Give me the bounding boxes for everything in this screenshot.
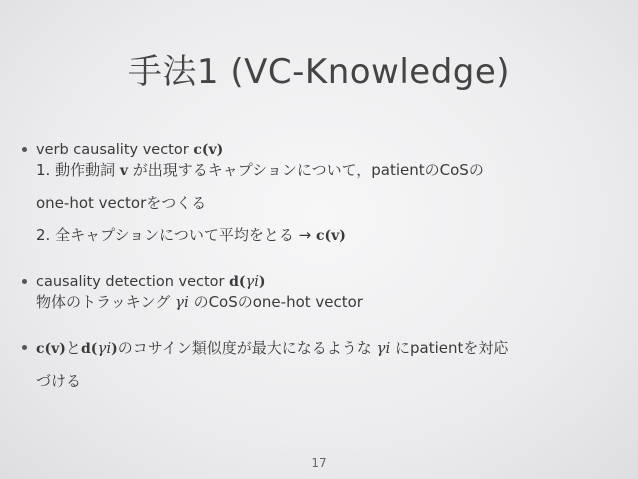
math-c-v: c(v) (36, 341, 66, 357)
bullet-list (22, 140, 622, 391)
matching-line (36, 338, 622, 359)
bullet-dot (22, 279, 27, 284)
math-c-v: c(v) (193, 142, 224, 158)
math-gamma: γi (245, 274, 259, 290)
math-paren: ) (111, 341, 118, 357)
bullet-heading (36, 272, 622, 292)
bullet-dot (22, 147, 27, 152)
bullet-heading-text: causality detection vector (36, 274, 230, 290)
step-1-line (36, 160, 622, 181)
tracking-line (36, 292, 622, 312)
bullet-dot (22, 345, 27, 350)
bullet-heading (36, 140, 622, 160)
bullet-cosine-matching (22, 338, 622, 391)
step-2-line (36, 225, 622, 246)
step-1-continuation: one-hot vectorをつくる (36, 194, 207, 212)
math-d: d( (80, 341, 98, 357)
bullet-causality-detection (22, 272, 622, 312)
slide-title: 手法1 (VC-Knowledge) (127, 52, 511, 92)
bullet-heading-text: verb causality vector (36, 142, 194, 158)
tracking-text: のCoSのone-hot vector (188, 293, 363, 311)
matching-continuation: づける (36, 372, 82, 390)
math-paren: ) (258, 274, 266, 290)
step-2-text: 2. 全キャプションについて平均をとる → (36, 226, 316, 244)
bullet-verb-causality (22, 140, 622, 246)
matching-text: のコサイン類似度が最大になるような (117, 339, 377, 357)
math-gamma: γi (376, 339, 391, 357)
math-gamma: γi (175, 293, 189, 311)
conjunction: と (65, 339, 81, 357)
matching-suffix: にpatientを対応 (390, 339, 509, 357)
math-v: v (119, 163, 128, 179)
step-1-text: が出現するキャプションについて，patientのCoSの (128, 161, 484, 179)
step-1-prefix: 1. 動作動詞 (36, 161, 120, 179)
math-gamma: γi (97, 339, 112, 357)
tracking-prefix: 物体のトラッキング (36, 293, 176, 311)
page-number: 17 (311, 456, 327, 470)
math-c-v: c(v) (316, 228, 346, 244)
math-d: d( (229, 274, 246, 290)
